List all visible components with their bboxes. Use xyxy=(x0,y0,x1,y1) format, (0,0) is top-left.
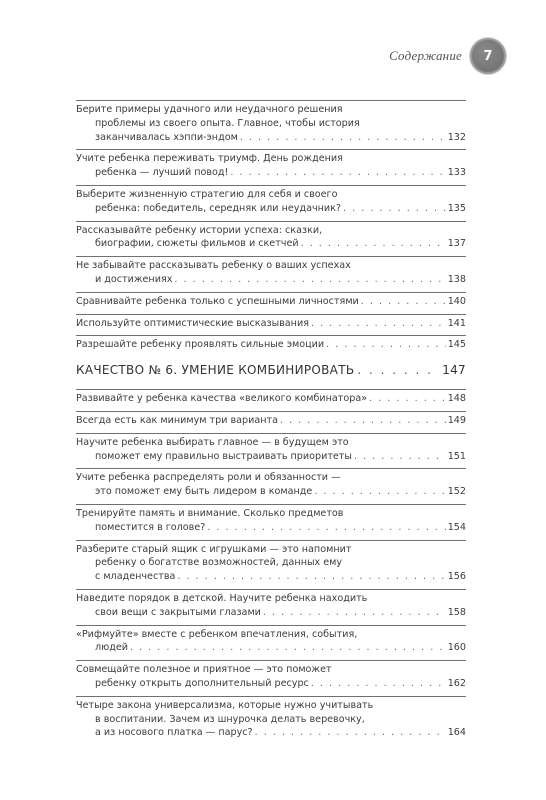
toc-entry-line: биографии, сюжеты фильмов и скетчей xyxy=(95,238,299,250)
toc-entry-line: Берите примеры удачного или неудачного решения xyxy=(76,104,343,115)
toc-entry-line: Используйте оптимистические высказывания xyxy=(76,317,309,329)
toc-entry-line: и достижениях xyxy=(95,273,173,285)
toc-page-number: 135 xyxy=(447,202,466,214)
toc-entry-line: Рассказывайте ребенку истории успеха: сказки, xyxy=(76,224,323,236)
dot-leader xyxy=(207,521,445,535)
table-of-contents xyxy=(76,100,466,751)
toc-group-top xyxy=(76,100,466,352)
toc-entry-last-line xyxy=(76,202,466,216)
toc-page-number: 133 xyxy=(447,167,466,179)
toc-entry[interactable] xyxy=(76,696,466,740)
toc-entry-last-line xyxy=(76,237,466,251)
toc-entry[interactable] xyxy=(76,660,466,691)
toc-entry-last-line xyxy=(76,131,466,145)
toc-entry-last-line xyxy=(76,570,466,584)
toc-entry-line: поможет ему правильно выстраивать приоритеты xyxy=(95,450,352,462)
toc-entry-last-line xyxy=(76,641,466,655)
toc-entry-line: Не забывайте рассказывать ребенку о ваших успехах xyxy=(76,260,351,272)
toc-entry-line: поместится в голове? xyxy=(95,521,206,533)
toc-entry-line: ребенку открыть дополнительный ресурс xyxy=(95,677,309,689)
toc-entry[interactable] xyxy=(76,389,466,406)
toc-page-number: 145 xyxy=(447,339,466,351)
toc-entry-line: «Рифмуйте» вместе с ребенком впечатления, события, xyxy=(76,628,358,640)
dot-leader xyxy=(301,237,446,251)
toc-entry[interactable] xyxy=(76,256,466,287)
dot-leader xyxy=(314,485,445,499)
toc-entry-last-line xyxy=(76,485,466,499)
toc-entry-line: в воспитании. Зачем из шнурочка делать веревочку, xyxy=(95,713,365,725)
toc-page-number: 132 xyxy=(447,131,466,143)
toc-entry[interactable] xyxy=(76,292,466,309)
dot-leader xyxy=(240,131,446,145)
toc-entry-last-line xyxy=(76,606,466,620)
dot-leader xyxy=(130,641,446,655)
toc-entry-line: людей xyxy=(95,642,128,654)
toc-page-number: 140 xyxy=(447,295,466,307)
toc-page-number: 138 xyxy=(447,273,466,285)
toc-entry-line: Учите ребенка переживать триумф. День рождения xyxy=(76,153,343,165)
toc-page-number: 148 xyxy=(447,393,466,405)
toc-entry-line: Сравнивайте ребенка только с успешными личностями xyxy=(76,295,359,307)
chapter-page: 147 xyxy=(442,363,466,378)
toc-entry-last-line xyxy=(76,726,466,740)
dot-leader xyxy=(311,317,446,331)
section-title: Содержание xyxy=(389,48,462,63)
toc-entry-last-line xyxy=(76,317,466,331)
toc-entry[interactable] xyxy=(76,221,466,252)
toc-entry-line: ребенку о богатстве возможностей, данных ему xyxy=(95,557,343,569)
toc-entry-line: Наведите порядок в детской. Научите ребенка находить xyxy=(76,592,368,604)
toc-page-number: 156 xyxy=(447,571,466,583)
toc-entry[interactable] xyxy=(76,314,466,331)
toc-entry-line: Всегда есть как минимум три варианта xyxy=(76,414,278,426)
page-header xyxy=(389,38,506,74)
toc-entry[interactable] xyxy=(76,411,466,428)
toc-entry[interactable] xyxy=(76,149,466,180)
toc-group-bottom xyxy=(76,389,466,740)
toc-entry-last-line xyxy=(76,677,466,691)
toc-entry-last-line xyxy=(76,273,466,287)
toc-page-number: 151 xyxy=(447,450,466,462)
toc-entry-last-line xyxy=(76,521,466,535)
dot-leader xyxy=(361,295,446,309)
dot-leader xyxy=(280,414,446,428)
toc-entry-line: Научите ребенка выбирать главное — в будущем это xyxy=(76,436,349,448)
toc-page-number: 164 xyxy=(447,727,466,739)
toc-entry-last-line xyxy=(76,450,466,464)
toc-entry-last-line xyxy=(76,166,466,180)
chapter-heading[interactable] xyxy=(76,363,466,377)
toc-entry-line: Развивайте у ребенка качества «великого комбинатора» xyxy=(76,393,368,405)
toc-entry-last-line xyxy=(76,414,466,428)
dot-leader xyxy=(230,166,445,180)
toc-entry-line: Совмещайте полезное и приятное — это поможет xyxy=(76,664,332,676)
toc-entry-line: Четыре закона универсализма, которые нужно учитывать xyxy=(76,699,374,711)
toc-entry-line: заканчивалась хэппи-эндом xyxy=(95,131,238,143)
dot-leader xyxy=(263,606,446,620)
toc-entry-line: свои вещи с закрытыми глазами xyxy=(95,606,261,618)
toc-entry-line: ребенка — лучший повод! xyxy=(95,167,229,179)
dot-leader xyxy=(311,677,446,691)
toc-entry-line: Разрешайте ребенку проявлять сильные эмоции xyxy=(76,339,325,351)
toc-entry[interactable] xyxy=(76,185,466,216)
toc-page-number: 162 xyxy=(447,677,466,689)
toc-entry[interactable] xyxy=(76,540,466,584)
toc-entry-line: а из носового платка — парус? xyxy=(95,727,253,739)
toc-entry[interactable] xyxy=(76,100,466,144)
toc-entry-line: это поможет ему быть лидером в команде xyxy=(95,486,313,498)
toc-entry[interactable] xyxy=(76,468,466,499)
toc-page-number: 152 xyxy=(447,486,466,498)
toc-page-number: 137 xyxy=(447,238,466,250)
toc-entry-last-line xyxy=(76,392,466,406)
toc-entry-line: Выберите жизненную стратегию для себя и своего xyxy=(76,188,338,200)
toc-entry-line: Учите ребенка распределять роли и обязанности — xyxy=(76,472,341,484)
toc-page-number: 149 xyxy=(447,414,466,426)
dot-leader xyxy=(357,363,439,377)
toc-entry[interactable] xyxy=(76,625,466,656)
dot-leader xyxy=(255,726,446,740)
dot-leader xyxy=(369,392,446,406)
toc-entry-line: Разберите старый ящик с игрушками — это напомнит xyxy=(76,543,352,555)
toc-page-number: 158 xyxy=(447,606,466,618)
toc-page-number: 160 xyxy=(447,642,466,654)
toc-entry-line: проблемы из своего опыта. Главное, чтобы история xyxy=(95,117,360,129)
toc-entry[interactable] xyxy=(76,504,466,535)
dot-leader xyxy=(343,202,446,216)
toc-entry-line: Тренируйте память и внимание. Сколько предметов xyxy=(76,507,344,519)
toc-entry-last-line xyxy=(76,295,466,309)
toc-entry-line: ребенка: победитель, середняк или неудачник? xyxy=(95,202,342,214)
dot-leader xyxy=(326,338,446,352)
page-number-badge: 7 xyxy=(470,38,506,74)
toc-entry[interactable] xyxy=(76,433,466,464)
toc-entry[interactable] xyxy=(76,589,466,620)
toc-page-number: 154 xyxy=(447,521,466,533)
chapter-title: КАЧЕСТВО № 6. УМЕНИЕ КОМБИНИРОВАТЬ xyxy=(76,363,355,378)
toc-entry-line: с младенчества xyxy=(95,571,176,583)
dot-leader xyxy=(174,273,445,287)
dot-leader xyxy=(354,450,446,464)
toc-page-number: 141 xyxy=(447,317,466,329)
dot-leader xyxy=(177,570,445,584)
toc-entry-last-line xyxy=(76,338,466,352)
toc-entry[interactable] xyxy=(76,335,466,352)
